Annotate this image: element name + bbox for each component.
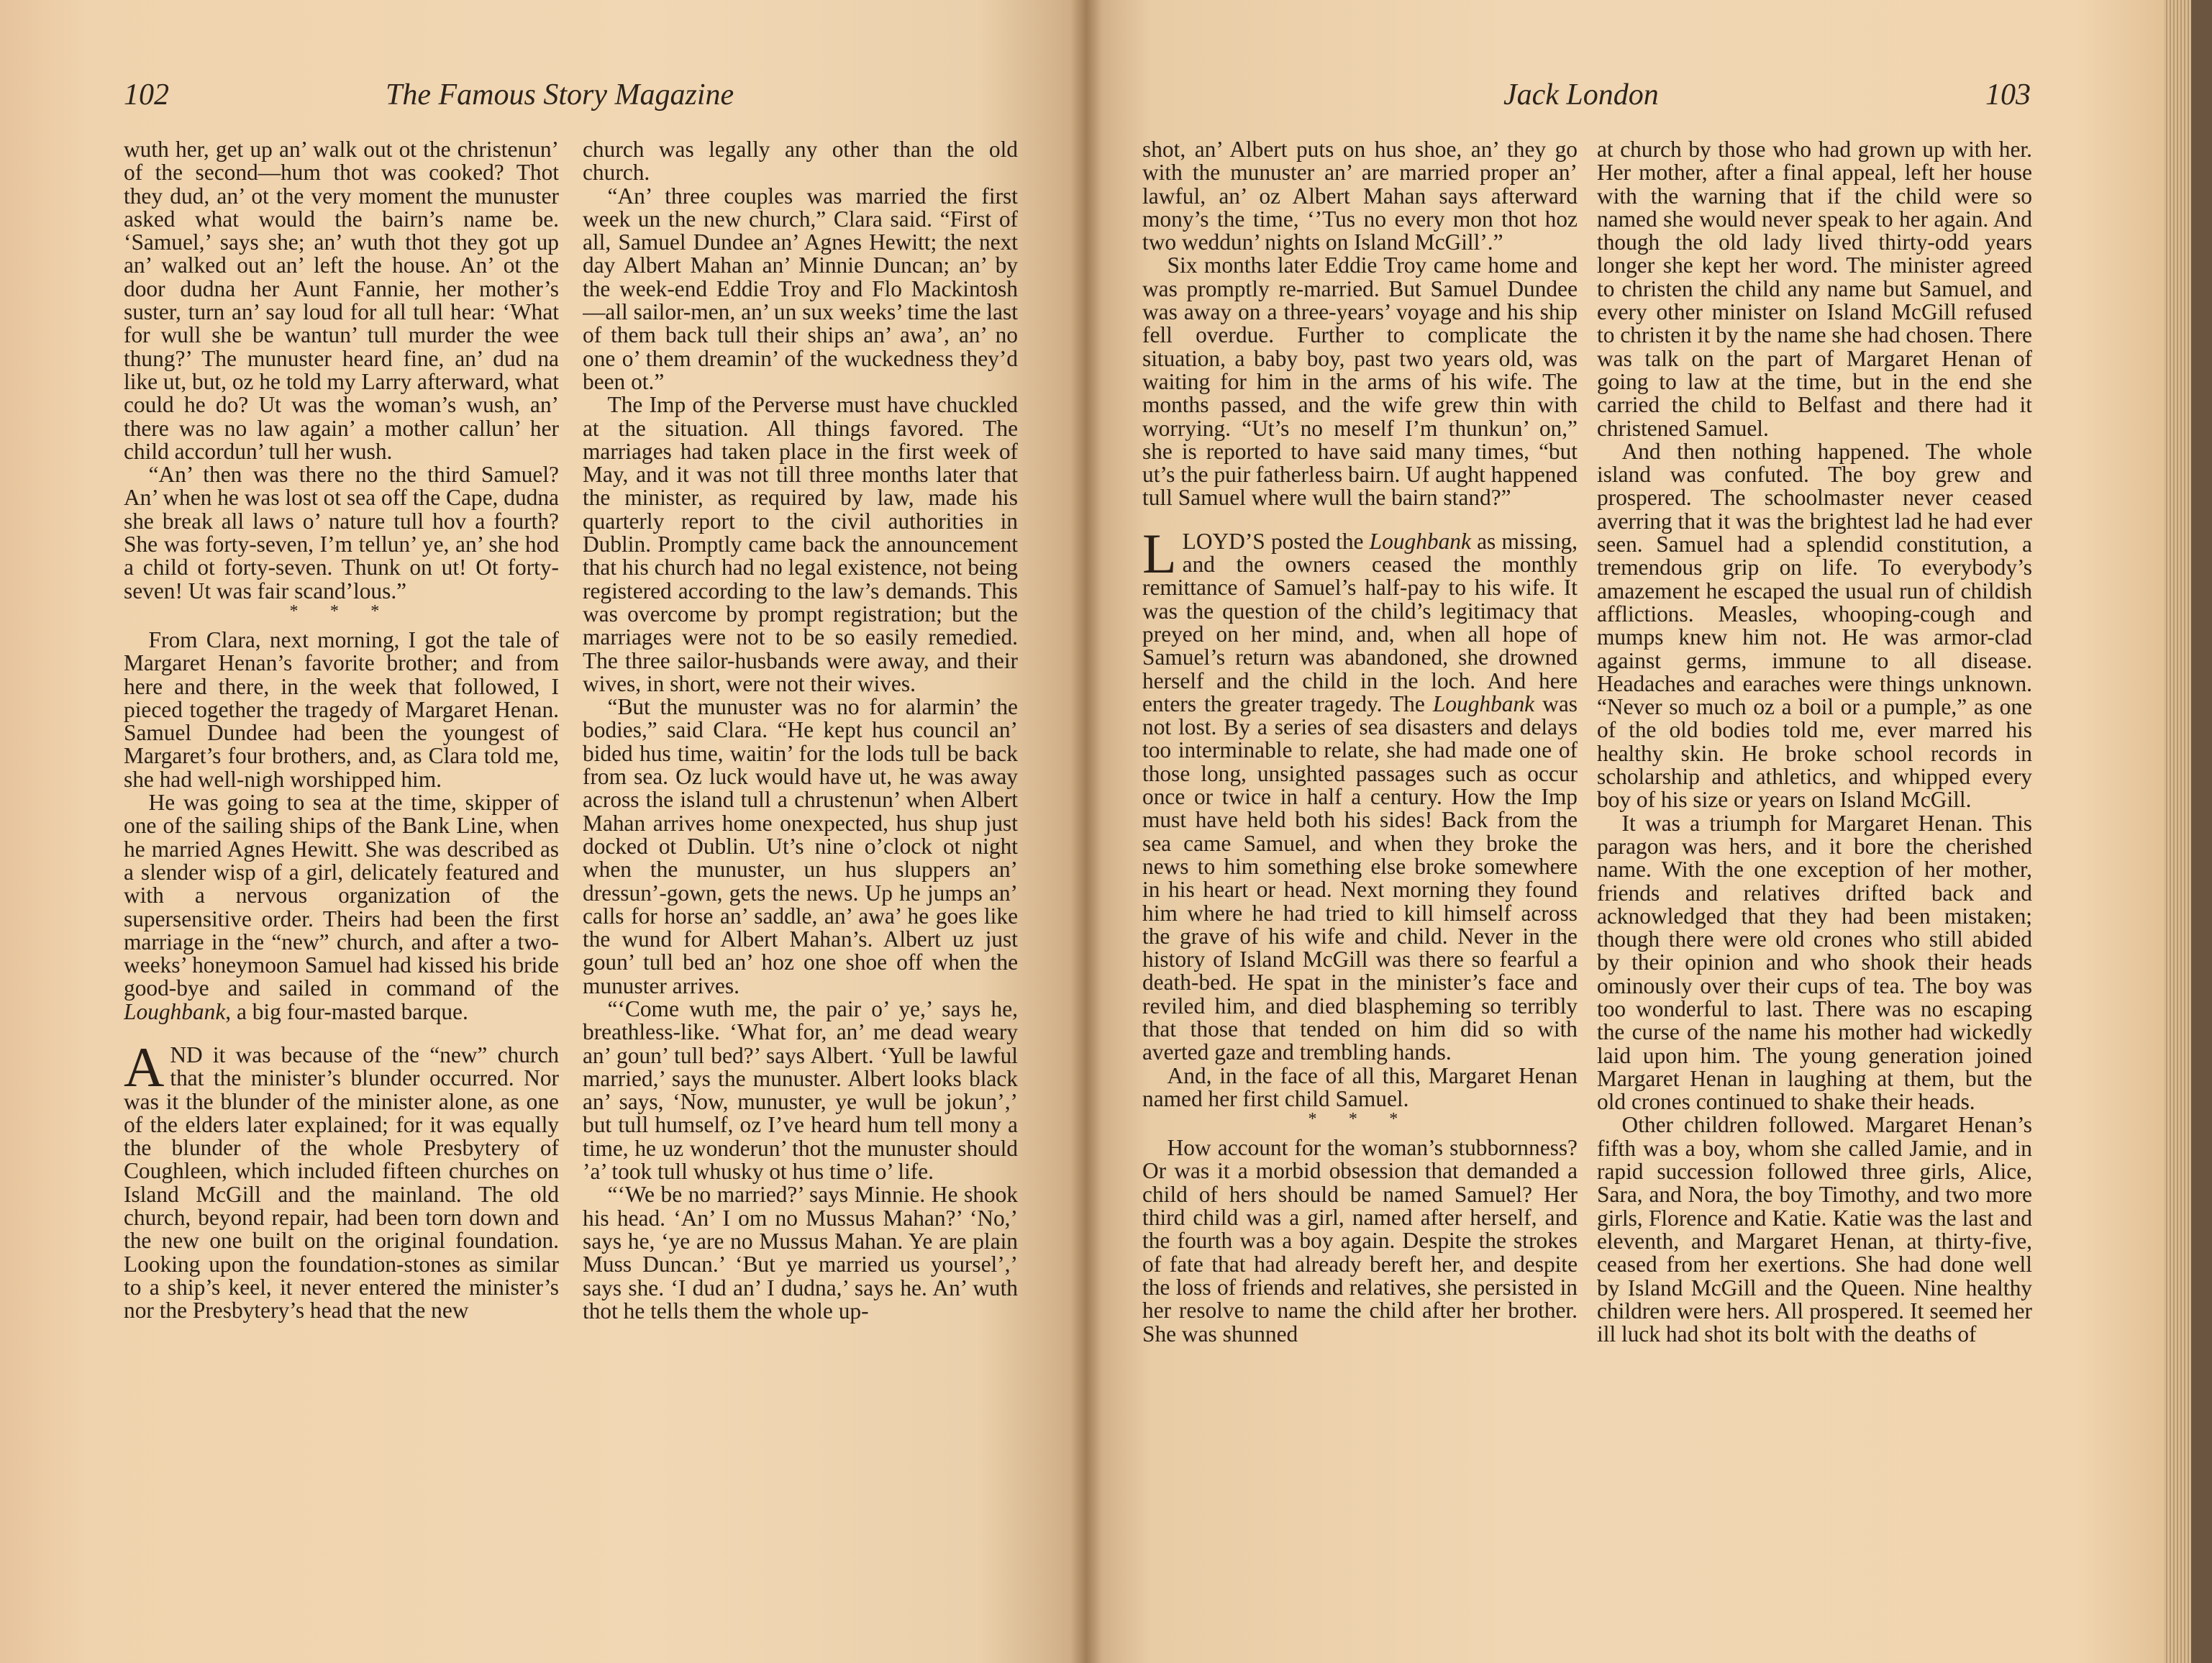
paragraph: Other children followed. Margaret Henan’s fifth was a boy, whom she called Jamie, and in rapid succession followed three girls, Alice, Sara, and Nora, the boy Timothy, and two more girls, Florence and Katie. Katie was the last and eleventh, and Margaret Henan, at thirty-five, ceased from her exertions. She had done well by Island McGill and the Queen. Nine healthy children were hers. All prospered. It seemed her ill luck had shot its bolt with the deaths of bbox=[1597, 1112, 2032, 1347]
paragraph: at church by those who had grown up with her. Her mother, after a final appeal, left her house with the warning that if the child were so named she would never speak to her again. And though the old lady lived thirty-odd years longer she kept her word. The minister agreed to christen the child any name but Samuel, and every other minister on Island McGill refused to christen it by the name she had chosen. There was talk on the part of Margaret Henan of going to law at the time, but in the end she carried the child to Belfast and there had it christened Samuel. bbox=[1597, 138, 2032, 441]
page-number-right: 103 bbox=[1985, 78, 2031, 111]
left-page-column-2 bbox=[583, 138, 1018, 1584]
running-head-left: The Famous Story Magazine bbox=[386, 78, 734, 111]
section-break: * * * bbox=[1308, 1110, 1412, 1129]
paragraph: And then nothing happened. The whole island was confuted. The boy grew and prospered. The schoolmaster never ceased averring that it was the brightest lad he had ever seen. Samuel had a splendid constitution, a tremendous grip on life. To everybody’s amazement he escaped the usual run of childish afflictions. Measles, whooping-cough and mumps knew him not. He was armor-clad against germs, immune to all disease. Headaches and earaches were things unknown. “Never so much oz a boil or a pumple,” as one of the old bodies told me, ever marred his healthy skin. He broke school records in scholarship and athletics, and whipped every boy of his size or years on Island McGill. bbox=[1597, 438, 2032, 813]
left-page-column-1 bbox=[124, 138, 559, 1584]
right-page-column-1 bbox=[1142, 138, 1578, 1584]
paragraph: He was going to sea at the time, skipper of one of the sailing ships of the Bank Line, when he married Agnes Hewitt. She was described as a slender wisp of a girl, delicately featured and with a nervous organization of the supersensitive order. Theirs had been the first marriage in the “new” church, and after a two-weeks’ honeymoon Samuel had kissed his bride good-bye and sailed in command of the Loughbank, a big four-masted barque. bbox=[124, 790, 559, 1024]
right-page-column-2 bbox=[1597, 138, 2032, 1584]
ship-name: Loughbank bbox=[1432, 691, 1535, 716]
ship-name: Loughbank bbox=[1369, 528, 1471, 554]
drop-cap: L bbox=[1142, 521, 1177, 585]
page-number-left: 102 bbox=[124, 78, 169, 111]
paragraph: “An’ three couples was married the first week un the new church,” Clara said. “First of all, Samuel Dundee an’ Agnes Hewitt; the next day Albert Mahan an’ Minnie Duncan; an’ by the week-end Eddie Troy and Flo Mackintosh—all sailor-men, an’ un sux weeks’ time the last of them back tull their ships an’ awa’, an’ no one o’ them dreamin’ of the wuckedness they’d been ot.” bbox=[583, 183, 1018, 394]
paragraph: “‘We be no married?’ says Minnie. He shook his head. ‘An’ I om no Mussus Mahan?’ ‘No,’ says he, ‘ye are no Mussus Mahan. Ye are plain Muss Duncan.’ ‘But ye married us yoursel’,’ says she. ‘I dud an’ I dudna,’ says he. An’ wuth thot he tells them the whole up- bbox=[583, 1182, 1018, 1323]
paragraph: “‘Come wuth me, the pair o’ ye,’ says he, breathless-like. ‘What for, an’ me dead weary an’ goun’ tull bed?’ says Albert. ‘Yull be lawful married,’ says the munuster. Albert looks black an’ says, ‘Now, munuster, ye wull be jokun’,’ but tull humself, oz I’ve heard hum tell mony a time, he uz wonderun’ thot the munuster should ’a’ took tull whusky ot hus time o’ life. bbox=[583, 995, 1018, 1185]
paragraph: wuth her, get up an’ walk out ot the christenun’ of the second—hum thot was cooked? Thot they dud, an’ ot the very moment the munuster asked what would the bairn’s name be. ‘Samuel,’ says she; an’ wuth thot they got up an’ walked out an’ left the house. An’ ot the door dudna her Aunt Fannie, her mother’s suster, turn an’ say loud for all tull hear: ‘What for wull she be wantun’ tull murder the wee thung?’ The munuster heard fine, an’ dud na like ut, but, oz he told my Larry afterward, what could he do? Ut was the woman’s wush, an’ there was no law again’ a mother callun’ her child accordun’ tull her wush. bbox=[124, 138, 559, 464]
paragraph: AND it was because of the “new” church that the minister’s blunder occurred. Nor was it the blunder of the minister alone, as one of the elders later explained; for it was equally the blunder of the whole Presbytery of Coughleen, which included fifteen churches on Island McGill and the mainland. The old church, beyond repair, had been torn down and the new one built on the original foundation. Looking upon the foundation-stones as similar to a ship’s keel, it never entered the minister’s nor the Presbytery’s head that the new bbox=[124, 1035, 559, 1323]
running-head-right: Jack London bbox=[1503, 78, 1659, 111]
paragraph: And, in the face of all this, Margaret Henan named her first child Samuel. bbox=[1142, 1062, 1578, 1111]
drop-cap: A bbox=[124, 1035, 165, 1098]
paragraph: How account for the woman’s stubbornness? Or was it a morbid obsession that demanded a child of hers should be named Samuel? Her third child was a girl, named after herself, and the fourth was a boy again. Despite the strokes of fate that had already bereft her, and despite the loss of friends and relatives, she persisted in her resolve to name the child after her brother. She was shunned bbox=[1142, 1135, 1578, 1347]
paragraph: From Clara, next morning, I got the tale of Margaret Henan’s favorite brother; and from here and there, in the week that followed, I pieced together the tragedy of Margaret Henan. Samuel Dundee had been the youngest of Margaret’s four brothers, and, as Clara told me, she had well-nigh worshipped him. bbox=[124, 627, 559, 792]
paragraph: “An’ then was there no the third Samuel? An’ when he was lost ot sea off the Cape, dudna she break all laws o’ nature tull hov a fourth? She was forty-seven, I’m tellun’ ye, an’ she hod a child ot forty-seven. Thunk on ut! Ot forty-seven! Ut was fair scand’lous.” bbox=[124, 462, 559, 603]
ship-name: Loughbank bbox=[124, 998, 226, 1024]
paragraph: Six months later Eddie Troy came home and was promptly re-married. But Samuel Dundee was away on a three-years’ voyage and his ship fell overdue. Further to complicate the situation, a baby boy, past two years old, was waiting for him in the arms of his wife. The months passed, and the wife grew thin with worrying. “Ut’s no meself I’m thunkun’ on,” she is reported to have said many times, “but ut’s the puir fatherless bairn. Uf aught happened tull Samuel where wull the bairn stand?” bbox=[1142, 252, 1578, 511]
book-gutter bbox=[1070, 0, 1102, 1663]
paragraph: LLOYD’S posted the Loughbank as missing, and the owners ceased the monthly remittance of Samuel’s half-pay to his wife. It was the question of the child’s legitimacy that preyed on her mind, and, when all hope of Samuel’s return was abandoned, she drowned herself and the child in the loch. And here enters the greater tragedy. The Loughbank was not lost. By a series of sea disasters and delays too interminable to relate, she had made one of those long, unsighted passages such as occur once or twice in half a century. How the Imp must have held both his sides! Back from the sea came Samuel, and when they broke the news to him something else broke somewhere in his heart or head. Next morning they found him where he had tried to kill himself across the grave of his wife and child. Never in the history of Island McGill was there so fearful a death-bed. He spat in the minister’s face and reviled him, and died blaspheming so terribly that those that tended on him did so with averted gaze and trembling hands. bbox=[1142, 521, 1578, 1065]
paragraph: church was legally any other than the old church. bbox=[583, 138, 1018, 186]
section-break: * * * bbox=[289, 601, 393, 621]
right-page bbox=[1086, 0, 2164, 1663]
paragraph: shot, an’ Albert puts on hus shoe, an’ they go with the munuster an’ are married proper an’ lawful, an’ oz Albert Mahan says afterward mony’s the time, ‘’Tus no every mon thot hoz two weddun’ nights on Island McGill’.” bbox=[1142, 138, 1578, 255]
paragraph: The Imp of the Perverse must have chuckled at the situation. All things favored. The marriages had taken place in the first week of May, and it was not till three months later that the minister, as required by law, made his quarterly report to the civil authorities in Dublin. Promptly came back the announcement that his church had no legal existence, not being registered according to the law’s demands. This was overcome by prompt registration; but the marriages were not to be so easily remedied. The three sailor-husbands were away, and their wives, in short, were not their wives. bbox=[583, 392, 1018, 696]
paragraph: It was a triumph for Margaret Henan. This paragon was hers, and it bore the cherished name. With the one exception of her mother, friends and relatives drifted back and acknowledged that they had been mistaken; though there were old crones who still abided by their opinion and who shook their heads ominously over their cups of tea. The boy was too wonderful to last. There was no escaping the curse of the name his mother had wickedly laid upon him. The young generation joined Margaret Henan in laughing at them, but the old crones continued to shake their heads. bbox=[1597, 810, 2032, 1115]
paragraph: “But the munuster was no for alarmin’ the bodies,” said Clara. “He kept hus council an’ bided hus time, waitin’ for the lods tull be back from sea. Oz luck would have ut, he was away across the island tull a chrustenun’ when Albert Mahan arrives home onexpected, hus shup just docked ot Dublin. Ut’s nine o’clock ot night when the munuster, un hus sluppers an’ dressun’-gown, gets the news. Up he jumps an’ calls for horse an’ saddle, an’ awa’ he goes like the wund for Albert Mahan’s. Albert uz just goun’ tull bed an’ hoz one shoe off when the munuster arrives. bbox=[583, 694, 1018, 998]
left-page bbox=[0, 0, 1086, 1663]
book-cover-edge bbox=[2191, 0, 2212, 1663]
